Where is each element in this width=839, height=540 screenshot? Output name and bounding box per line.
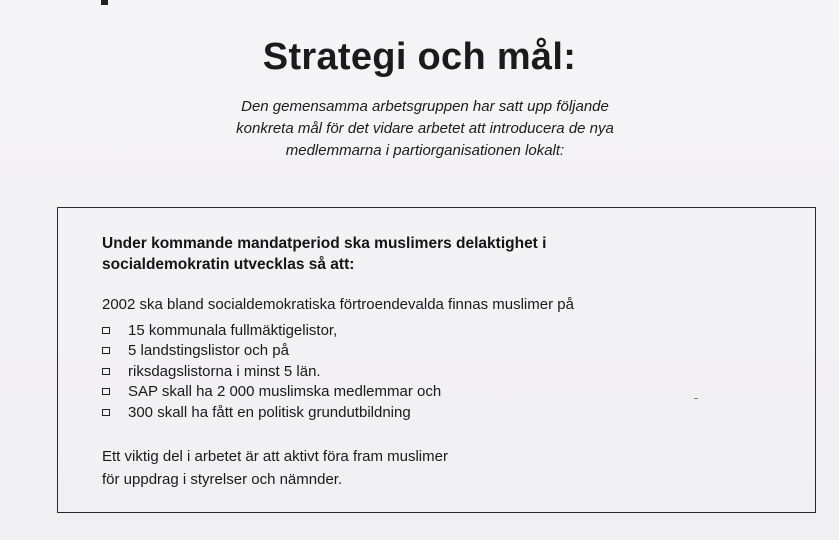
square-bullet-icon — [102, 368, 110, 375]
intro-paragraph — [190, 96, 660, 162]
goals-heading — [102, 233, 762, 275]
closing-paragraph — [102, 445, 662, 491]
list-item-text: 300 skall ha fått en politisk grundutbildning — [128, 403, 411, 421]
list-item-text: riksdagslistorna i minst 5 län. — [128, 362, 321, 380]
intro-line-3: medlemmarna i partiorganisationen lokalt: — [285, 142, 565, 159]
closing-line-1: Ett viktig del i arbetet är att aktivt föra fram muslimer — [102, 448, 448, 465]
list-item — [102, 341, 441, 362]
square-bullet-icon — [102, 327, 110, 334]
list-item — [102, 402, 441, 423]
list-item — [102, 320, 441, 341]
scan-speck — [694, 398, 698, 399]
intro-line-2: konkreta mål för det vidare arbetet att introducera de nya — [236, 120, 614, 137]
list-item — [102, 382, 441, 403]
list-item-text: 15 kommunala fullmäktigelistor, — [128, 321, 338, 339]
list-item-text: SAP skall ha 2 000 muslimska medlemmar och — [128, 383, 442, 401]
page-title: Strategi och mål: — [262, 36, 577, 78]
list-item — [102, 361, 441, 382]
square-bullet-icon — [102, 347, 110, 354]
goals-lead: 2002 ska bland socialdemokratiska förtroendevalda finnas muslimer på — [102, 296, 574, 313]
list-item-text: 5 landstingslistor och på — [128, 342, 289, 360]
goals-box — [57, 207, 816, 513]
intro-line-1: Den gemensamma arbetsgruppen har satt upp följande — [241, 98, 609, 115]
scan-corner-mark — [101, 0, 108, 5]
goals-list — [102, 320, 441, 423]
square-bullet-icon — [102, 409, 110, 416]
goals-heading-line-2: socialdemokratin utvecklas så att: — [102, 256, 355, 273]
square-bullet-icon — [102, 388, 110, 395]
closing-line-2: för uppdrag i styrelser och nämnder. — [102, 471, 343, 488]
goals-heading-line-1: Under kommande mandatperiod ska muslimers delaktighet i — [102, 235, 547, 252]
